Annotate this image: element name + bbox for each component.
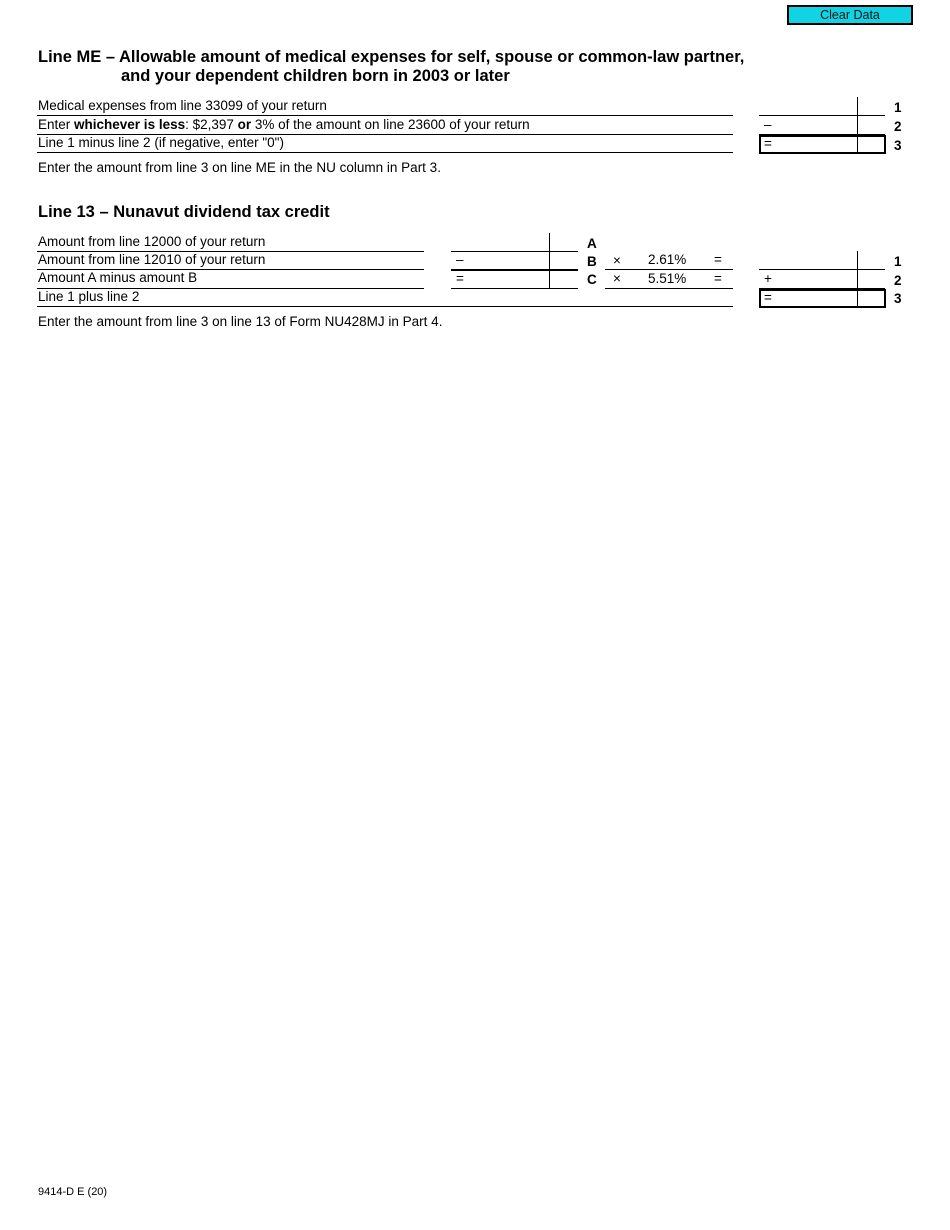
medical-line1-cents-divider	[857, 97, 858, 116]
equals-sign: =	[714, 252, 722, 267]
dividend-line1-amount-field[interactable]	[759, 269, 885, 270]
dividend-rowB-label: Amount from line 12010 of your return	[38, 252, 266, 267]
multiply-sign: ×	[613, 271, 621, 286]
dividend-line1-number: 1	[894, 254, 902, 269]
dividend-line3-cents-divider	[857, 289, 858, 308]
medical-line1-amount-field[interactable]	[759, 115, 885, 116]
medical-section-title: Line ME – Allowable amount of medical expenses for self, spouse or common-law partner,	[38, 48, 745, 66]
equals-sign: =	[456, 271, 464, 286]
medical-line3-number: 3	[894, 138, 902, 153]
multiply-sign: ×	[613, 253, 621, 268]
dividend-rowB-calc-rule	[605, 269, 733, 270]
amount-C-letter: C	[587, 272, 597, 287]
amount-A-letter: A	[587, 236, 597, 251]
dividend-rowC-label: Amount A minus amount B	[38, 270, 198, 285]
form-id: 9414-D E (20)	[38, 1186, 108, 1198]
medical-line2-text-pre: Enter	[38, 117, 75, 132]
dividend-line2-number: 2	[894, 273, 902, 288]
amount-A-field[interactable]	[451, 251, 578, 252]
medical-line3-amount-field[interactable]	[759, 135, 886, 154]
medical-line2-text-post: 3% of the amount on line 23600 of your return	[251, 117, 530, 132]
medical-line1-rule	[37, 115, 733, 116]
plus-sign: +	[764, 271, 772, 286]
dividend-instruction: Enter the amount from line 3 on line 13 of Form NU428MJ in Part 4.	[38, 314, 443, 329]
medical-line1-number: 1	[894, 100, 902, 115]
medical-line2-cents-divider	[857, 116, 858, 135]
minus-sign: –	[764, 117, 772, 132]
amount-A-cents-divider	[549, 233, 550, 252]
clear-data-button[interactable]: Clear Data	[787, 5, 913, 25]
medical-line3-rule	[37, 152, 733, 153]
minus-sign: –	[456, 252, 464, 267]
amount-B-cents-divider	[549, 251, 550, 270]
amount-C-cents-divider	[549, 270, 550, 289]
equals-sign: =	[764, 290, 772, 305]
equals-sign: =	[764, 136, 772, 151]
medical-line2-text-bold1: whichever is less	[74, 117, 186, 132]
rate-C: 5.51%	[648, 271, 687, 286]
medical-line1-label: Medical expenses from line 33099 of your return	[38, 98, 327, 113]
amount-B-field[interactable]	[451, 269, 578, 271]
rate-B: 2.61%	[648, 252, 687, 267]
medical-line2-text-mid: : $2,397	[185, 117, 238, 132]
medical-section-title-cont: and your dependent children born in 2003 or later	[121, 67, 510, 85]
amount-C-field[interactable]	[451, 288, 578, 289]
amount-B-letter: B	[587, 254, 597, 269]
medical-line3-cents-divider	[857, 135, 858, 154]
medical-line2-label	[38, 117, 530, 132]
medical-line2-text-bold2: or	[237, 117, 252, 132]
dividend-row3-label: Line 1 plus line 2	[38, 289, 140, 304]
equals-sign: =	[714, 271, 722, 286]
medical-line3-label: Line 1 minus line 2 (if negative, enter "0")	[38, 135, 284, 150]
dividend-section-title: Line 13 – Nunavut dividend tax credit	[38, 203, 330, 221]
medical-line2-number: 2	[894, 119, 902, 134]
dividend-line3-amount-field[interactable]	[759, 289, 886, 308]
dividend-line2-cents-divider	[857, 270, 858, 289]
medical-instruction: Enter the amount from line 3 on line ME in the NU column in Part 3.	[38, 160, 441, 175]
dividend-rowA-label: Amount from line 12000 of your return	[38, 234, 266, 249]
dividend-line3-number: 3	[894, 291, 902, 306]
dividend-rowC-calc-rule	[605, 288, 733, 289]
dividend-row3-rule	[37, 306, 733, 307]
dividend-line1-cents-divider	[857, 251, 858, 270]
